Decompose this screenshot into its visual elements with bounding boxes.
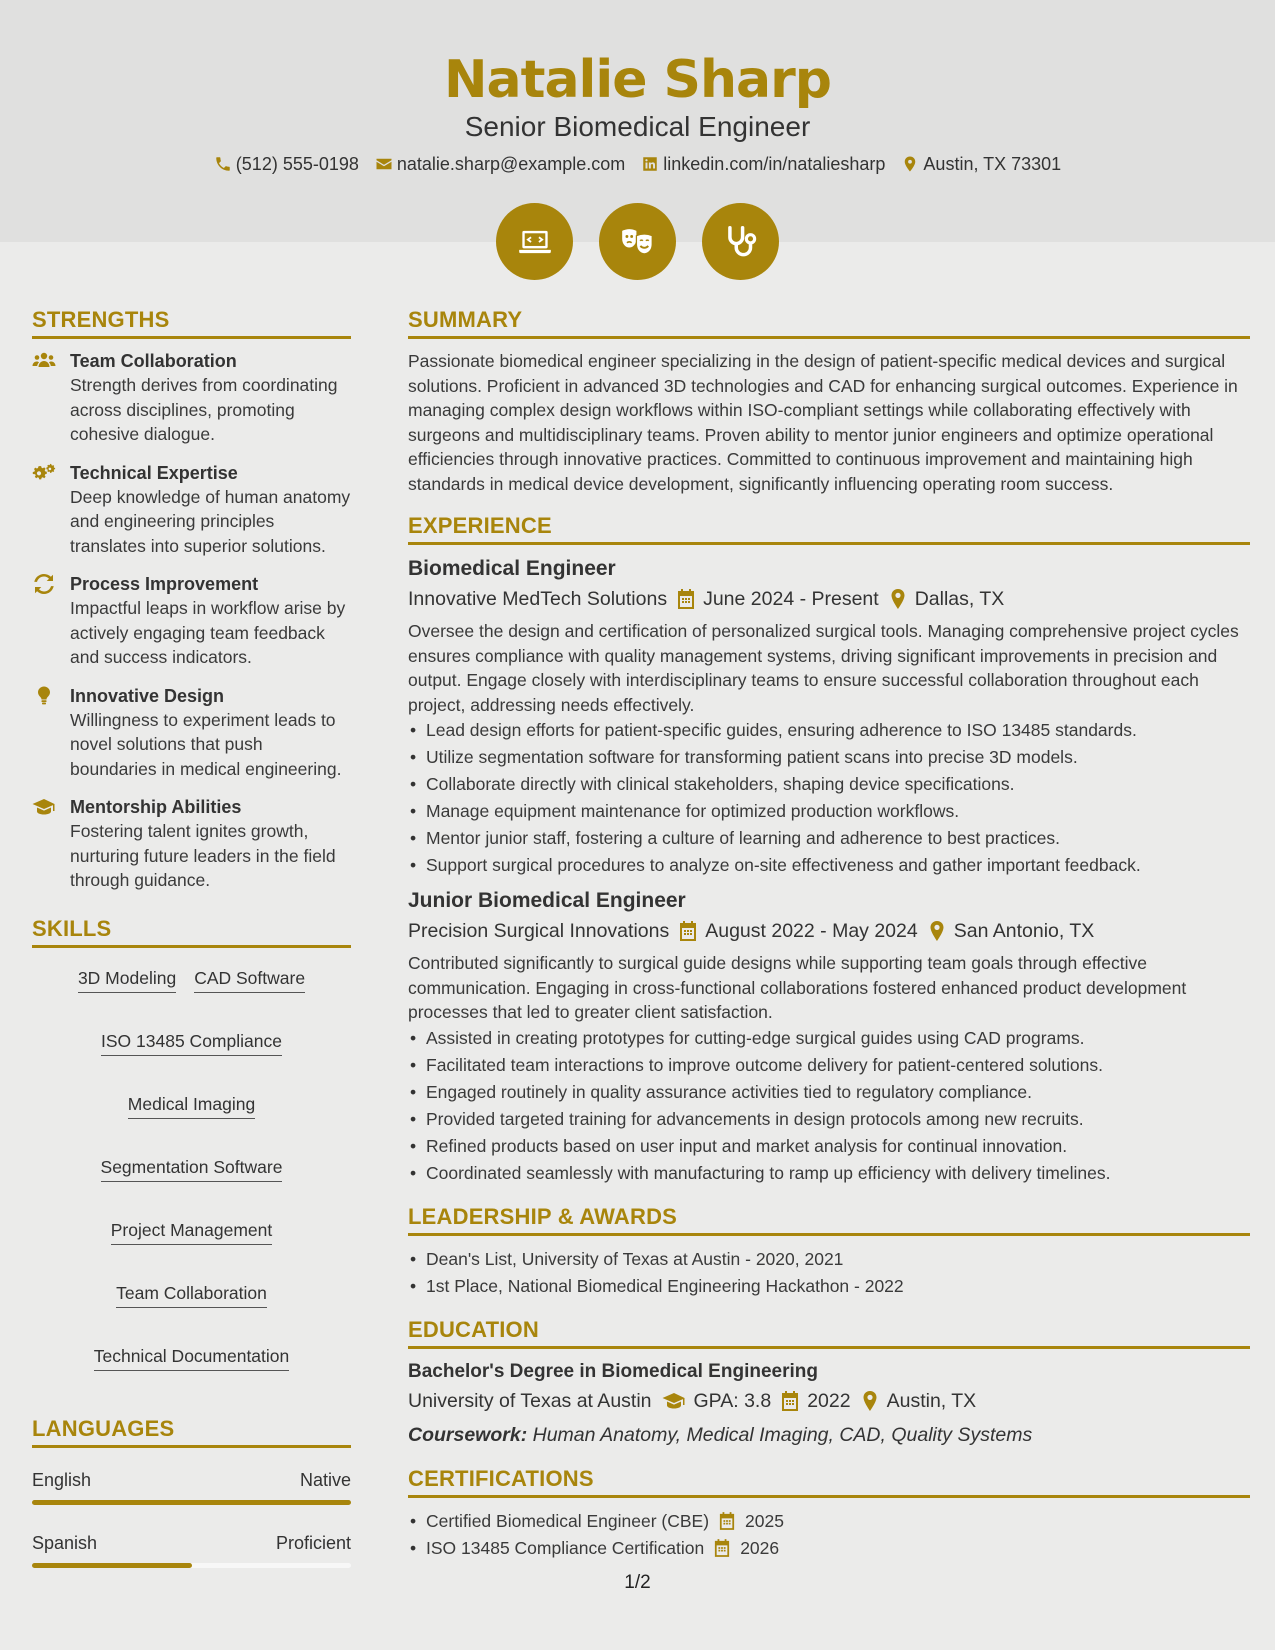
theater-masks-icon	[619, 223, 657, 261]
skill-tag: Segmentation Software	[101, 1155, 283, 1182]
list-item: • Lead design efforts for patient-specific guides, ensuring adherence to ISO 13485 standards.	[408, 717, 1250, 744]
certification-year: 2026	[740, 1537, 780, 1558]
list-item: • Collaborate directly with clinical stakeholders, shaping device specifications.	[408, 771, 1250, 798]
job-description: Contributed significantly to surgical guide designs while supporting team goals through effective communication. Engaging in cross-functional collaborations fostered enhanced product development processes that led to greater client satisfaction.	[408, 953, 1187, 1022]
list-item: • Engaged routinely in quality assurance activities tied to regulatory compliance.	[408, 1079, 1250, 1106]
summary-heading: SUMMARY	[408, 306, 1250, 339]
list-item: • Provided targeted training for advancements in design protocols among new recruits.	[408, 1106, 1250, 1133]
language-item	[32, 1468, 351, 1505]
strength-item	[32, 349, 351, 447]
list-item: • Support surgical procedures to analyze on-site effectiveness and gather important feedback.	[408, 852, 1250, 879]
phone-icon	[214, 155, 232, 173]
map-pin-icon	[861, 1391, 879, 1411]
certification-name: • ISO 13485 Compliance Certification	[426, 1537, 705, 1558]
language-level: Proficient	[275, 1532, 351, 1553]
skill-tag: Medical Imaging	[128, 1092, 255, 1119]
certifications-heading: CERTIFICATIONS	[408, 1465, 1250, 1498]
calendar-icon	[781, 1391, 799, 1411]
location-text: Austin, TX 73301	[923, 154, 1062, 174]
strengths-heading: STRENGTHS	[32, 306, 351, 339]
job-dates: August 2022 - May 2024	[705, 920, 918, 942]
calendar-icon	[714, 1539, 730, 1557]
contact-phone[interactable]	[214, 152, 359, 176]
job-entry	[408, 555, 1250, 879]
job-company: Innovative MedTech Solutions	[408, 588, 668, 610]
job-description: Oversee the design and certification of personalized surgical tools. Managing comprehensive project cycles ensures compliance with quality management systems, driving significant improvements in precision and output. Engage closely with interdisciplinary teams to ensure successful collaboration throughout each project, addressing needs effectively.	[408, 621, 1239, 715]
language-bar-fill	[32, 1563, 192, 1568]
certification-name: • Certified Biomedical Engineer (CBE)	[426, 1510, 710, 1531]
calendar-icon	[719, 1512, 735, 1530]
education-gpa: GPA: 3.8	[693, 1389, 772, 1412]
education-meta	[408, 1387, 1250, 1415]
list-item: • Coordinated seamlessly with manufacturing to ramp up efficiency with delivery timelines.	[408, 1160, 1250, 1187]
education-school: University of Texas at Austin	[408, 1389, 652, 1412]
strength-title: Process Improvement	[70, 574, 259, 594]
map-pin-icon	[889, 589, 907, 609]
skill-tag: 3D Modeling	[78, 966, 176, 993]
job-title: Biomedical Engineer	[408, 557, 616, 580]
language-bar	[32, 1500, 351, 1505]
graduation-cap-icon	[662, 1391, 686, 1411]
strength-desc: Fostering talent ignites growth, nurturing future leaders in the field through guidance.	[70, 821, 336, 890]
strength-title: Innovative Design	[70, 685, 225, 706]
experience-heading: EXPERIENCE	[408, 512, 1250, 545]
language-level: Native	[299, 1469, 351, 1490]
job-bullets	[408, 1025, 1250, 1187]
list-item: • 1st Place, National Biomedical Engineering Hackathon - 2022	[408, 1273, 1250, 1300]
strength-desc: Willingness to experiment leads to novel solutions that push boundaries in medical engineering.	[70, 709, 342, 779]
contact-linkedin[interactable]	[641, 152, 885, 176]
map-pin-icon	[901, 155, 919, 173]
strength-item	[32, 572, 351, 670]
skill-tag: Project Management	[111, 1218, 272, 1245]
phone-text: (512) 555-0198	[235, 154, 359, 174]
interest-badges	[0, 203, 1275, 280]
sync-icon	[32, 574, 56, 594]
job-meta	[408, 917, 1250, 945]
left-column	[32, 306, 351, 1594]
candidate-title: Senior Biomedical Engineer	[464, 111, 811, 142]
contact-bar	[0, 152, 1275, 176]
stethoscope-icon	[722, 223, 760, 261]
email-text: natalie.sharp@example.com	[396, 154, 626, 174]
right-column	[408, 306, 1250, 1562]
candidate-name: Natalie Sharp	[443, 50, 831, 110]
language-name: English	[32, 1469, 92, 1490]
strength-item	[32, 795, 351, 893]
list-item: • Facilitated team interactions to improve outcome delivery for patient-centered solutions.	[408, 1052, 1250, 1079]
education-year: 2022	[807, 1389, 851, 1412]
badge-laptop	[496, 203, 573, 280]
summary-text: Passionate biomedical engineer specializing in the design of patient-specific medical devices and surgical solutions. Proficient in advanced 3D technologies and CAD for enhancing surgical outcomes. Experience in managing complex design workflows within ISO-compliant settings while collaborating effectively with surgeons and multidisciplinary teams. Proven ability to mentor junior engineers and optimize operational efficiencies through innovative practices. Committed to continuous improvement and maintaining high standards in medical device development, significantly influencing operating room success.	[408, 351, 1238, 494]
education-degree: Bachelor's Degree in Biomedical Engineering	[408, 1360, 818, 1382]
skills-heading: SKILLS	[32, 915, 351, 948]
linkedin-text: linkedin.com/in/nataliesharp	[663, 154, 886, 174]
language-name: Spanish	[32, 1532, 98, 1553]
gears-icon	[32, 463, 56, 483]
skill-tag: ISO 13485 Compliance	[101, 1029, 282, 1056]
education-location: Austin, TX	[886, 1389, 977, 1412]
list-item: • Assisted in creating prototypes for cutting-edge surgical guides using CAD programs.	[408, 1025, 1250, 1052]
education-coursework	[408, 1421, 1250, 1449]
job-company: Precision Surgical Innovations	[408, 920, 670, 942]
list-item: • Refined products based on user input and market analysis for continual innovation.	[408, 1133, 1250, 1160]
languages-heading: LANGUAGES	[32, 1415, 351, 1448]
skills-list	[32, 962, 351, 1371]
strengths-list	[32, 349, 351, 893]
list-item: • Manage equipment maintenance for optimized production workflows.	[408, 798, 1250, 825]
education-heading: EDUCATION	[408, 1316, 1250, 1349]
users-icon	[32, 351, 56, 371]
job-location: Dallas, TX	[914, 588, 1005, 610]
strength-desc: Deep knowledge of human anatomy and engineering principles translates into superior solutions.	[70, 486, 351, 556]
strength-title: Mentorship Abilities	[70, 797, 242, 817]
strength-title: Team Collaboration	[70, 351, 237, 371]
job-entry	[408, 887, 1250, 1187]
contact-location	[901, 152, 1061, 176]
coursework-text: Human Anatomy, Medical Imaging, CAD, Quality Systems	[532, 1423, 1033, 1446]
language-bar	[32, 1563, 351, 1568]
strength-title: Technical Expertise	[70, 462, 238, 483]
contact-email[interactable]	[375, 152, 625, 176]
laptop-code-icon	[516, 223, 554, 261]
envelope-icon	[375, 155, 393, 173]
strength-item	[32, 684, 351, 782]
list-item	[408, 1508, 1250, 1535]
certifications-list	[408, 1508, 1250, 1562]
coursework-label: Coursework:	[408, 1423, 528, 1446]
skill-tag: CAD Software	[194, 966, 305, 993]
page-number: 1/2	[624, 1572, 651, 1593]
list-item: • Dean's List, University of Texas at Austin - 2020, 2021	[408, 1246, 1250, 1273]
badge-stethoscope	[702, 203, 779, 280]
job-title: Junior Biomedical Engineer	[408, 889, 686, 912]
job-location: San Antonio, TX	[953, 920, 1095, 942]
leadership-heading: LEADERSHIP & AWARDS	[408, 1203, 1250, 1236]
job-dates: June 2024 - Present	[703, 588, 879, 610]
badge-masks	[599, 203, 676, 280]
map-pin-icon	[928, 921, 946, 941]
job-bullets	[408, 717, 1250, 879]
calendar-icon	[677, 589, 695, 609]
lightbulb-icon	[32, 686, 56, 706]
strength-desc: Strength derives from coordinating across disciplines, promoting cohesive dialogue.	[70, 375, 338, 444]
certification-year: 2025	[745, 1510, 784, 1531]
job-meta	[408, 585, 1250, 613]
calendar-icon	[679, 921, 697, 941]
language-bar-fill	[32, 1500, 351, 1505]
skill-tag: Technical Documentation	[94, 1344, 290, 1371]
graduation-cap-icon	[32, 797, 56, 817]
list-item: • Mentor junior staff, fostering a culture of learning and adherence to best practices.	[408, 825, 1250, 852]
strength-item	[32, 461, 351, 559]
language-item	[32, 1531, 351, 1568]
skill-tag: Team Collaboration	[116, 1281, 267, 1308]
leadership-list	[408, 1246, 1250, 1300]
list-item: • Utilize segmentation software for transforming patient scans into precise 3D models.	[408, 744, 1250, 771]
strength-desc: Impactful leaps in workflow arise by actively engaging team feedback and success indicators.	[70, 598, 346, 667]
list-item	[408, 1535, 1250, 1562]
linkedin-icon	[641, 155, 659, 173]
